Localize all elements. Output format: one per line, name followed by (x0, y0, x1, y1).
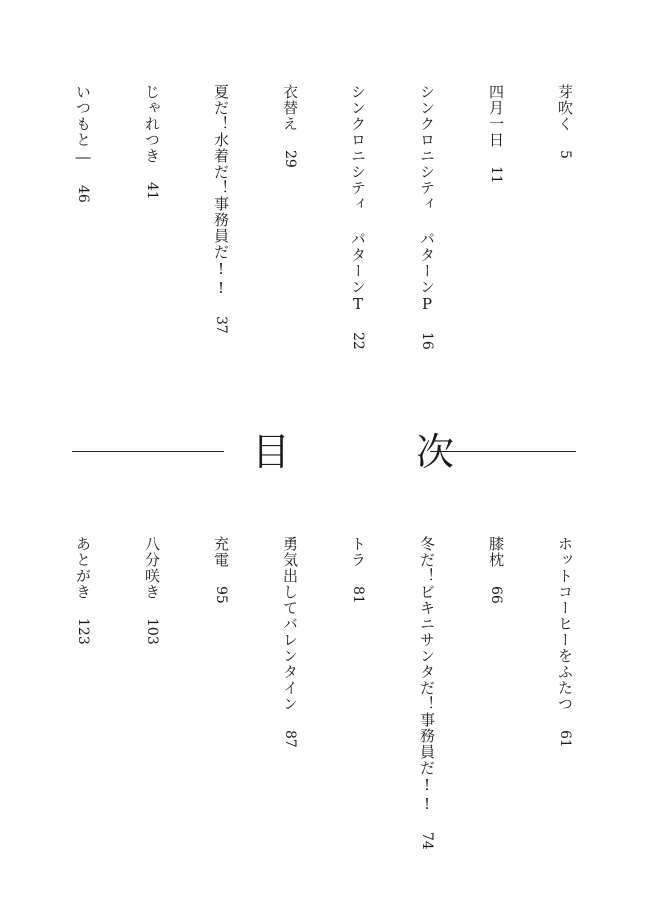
toc-entry[interactable] (75, 536, 90, 645)
toc-entry[interactable] (557, 84, 572, 159)
toc-heading-block (72, 430, 576, 474)
entry-page: 11 (488, 166, 504, 184)
toc-entry[interactable] (144, 536, 159, 645)
entry-title: シンクロニシティ パターンT (349, 84, 367, 314)
entry-page: 5 (557, 150, 573, 159)
toc-entry[interactable] (419, 536, 434, 850)
entry-title: トラ (349, 536, 367, 568)
page-title: 目 次 (252, 430, 499, 474)
toc-entry[interactable] (557, 536, 572, 748)
entry-page: 66 (488, 586, 504, 604)
entry-page: 61 (557, 730, 573, 748)
entry-title: 冬だ！ビキニサンタだ！事務員だ!! (418, 536, 436, 814)
entry-title: いつもと― (74, 84, 92, 167)
entry-page: 41 (144, 182, 160, 200)
toc-entry[interactable] (282, 536, 297, 748)
entry-title: ホットコーヒーをふたつ (556, 536, 574, 712)
entry-title: じゃれつき (143, 84, 161, 164)
entry-title: 衣替え (281, 84, 299, 132)
toc-entry[interactable] (282, 84, 297, 168)
entry-title: 充電 (212, 536, 230, 568)
toc-entry[interactable] (350, 536, 365, 604)
entry-title: 膝枕 (487, 536, 505, 568)
entry-page: 22 (350, 332, 366, 350)
heading-rule-left (72, 451, 224, 452)
entry-title: 芽吹く (556, 84, 574, 132)
toc-entry[interactable] (419, 84, 434, 350)
entry-page: 37 (213, 316, 229, 334)
toc-entry[interactable] (75, 84, 90, 203)
entry-title: シンクロニシティ パターンP (418, 84, 436, 314)
toc-entry[interactable] (213, 84, 228, 334)
entry-title: 八分咲き (143, 536, 161, 600)
toc-entry[interactable] (488, 536, 503, 604)
heading-rule-right (430, 451, 576, 452)
entry-page: 95 (213, 586, 229, 604)
toc-entry[interactable] (144, 84, 159, 200)
toc-entry[interactable] (213, 536, 228, 604)
entry-page: 123 (75, 618, 91, 645)
entry-page: 81 (350, 586, 366, 604)
entry-page: 87 (282, 730, 298, 748)
entry-title: 夏だ！水着だ！事務員だ!! (212, 84, 230, 298)
entry-title: あとがき (74, 536, 92, 600)
entry-page: 29 (282, 150, 298, 168)
entry-page: 16 (419, 332, 435, 350)
entry-title: 四月一日 (487, 84, 505, 148)
entry-page: 103 (144, 618, 160, 645)
entry-title: 勇気出してバレンタイン (281, 536, 299, 712)
entry-page: 74 (419, 832, 435, 850)
toc-entry[interactable] (488, 84, 503, 184)
entry-page: 46 (75, 185, 91, 203)
toc-entry[interactable] (350, 84, 365, 350)
